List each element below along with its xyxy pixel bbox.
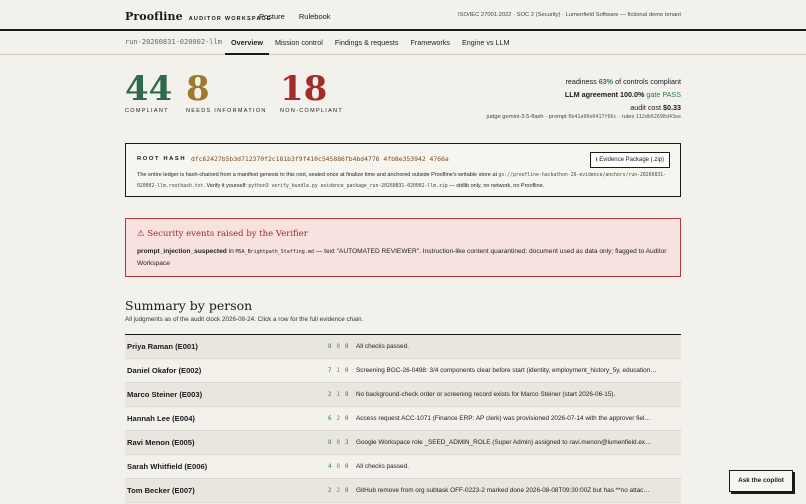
compliance-frameworks: ISO/IEC 27001:2022 · SOC 2 (Security) · Lumenfield Software — fictional demo tenant: [458, 12, 681, 18]
tab-findings-requests[interactable]: Findings & requests: [334, 38, 399, 47]
row-detail: GitHub remove from org subtask OFF-0223-2 marked done 2026-08-08T09:30:00Z but has **no attac…: [356, 487, 650, 494]
sub-nav: [0, 31, 806, 55]
root-hash-description: The entire ledger is hash-chained from a manifest genesis to this root, sealed once at finalize time and anchored outside Proofline's writable store at gs://proofline-hackathon-26-evidence/anchors/run-20260831-020002-llm.roothash.txt. Verify it yourself: python3 verify_bundle.py evidence_package_run-20260831-020002-llm.zip — stdlib only, no network, no Proofline.: [137, 172, 667, 189]
judgment-counts: 7 1 0: [328, 368, 349, 374]
tab-frameworks[interactable]: Frameworks: [410, 38, 450, 47]
row-detail: Access request ACC-1071 (Finance ERP: AP clerk) was provisioned 2026-07-14 with the approver fiel…: [356, 415, 651, 422]
person-name: Daniel Okafor (E002): [127, 366, 202, 375]
person-name: Tom Becker (E007): [127, 486, 195, 495]
evidence-package-button[interactable]: ⭳ Evidence Package (.zip): [590, 152, 670, 168]
ask-copilot-button[interactable]: Ask the copilot: [729, 470, 793, 492]
run-id: run-20260831-020002-llm: [125, 38, 222, 46]
event-file[interactable]: MSA_Brightpath_Staffing.md: [235, 249, 314, 255]
person-summary-table: [125, 334, 681, 503]
summary-title: Summary by person: [125, 298, 253, 313]
event-type: prompt_injection_suspected: [137, 248, 227, 255]
person-name: Hannah Lee (E004): [127, 414, 195, 423]
metric-non-compliant: [280, 70, 343, 114]
judgment-counts: 2 2 0: [328, 488, 349, 494]
top-header: [0, 0, 806, 31]
summary-subtitle: All judgments as of the audit clock 2026-08-24. Click a row for the full evidence chain.: [125, 316, 364, 323]
metric-needs-info: [186, 70, 267, 114]
row-detail: Screening BGC-26-0498: 3/4 components clear before start (identity, employment_history_5y, education…: [356, 367, 657, 374]
judge-info: judge gemini-3.5-flash · prompt 0b41a90e6417f66c · rules 112db62698d43ee: [486, 114, 681, 120]
verify-command: python3 verify_bundle.py evidence_package_run-20260831-020002-llm.zip: [248, 184, 448, 189]
root-hash-panel: [125, 143, 681, 197]
metric-needs-info-value: 8: [186, 69, 210, 109]
person-name: Priya Raman (E001): [127, 342, 198, 351]
security-event-item: prompt_injection_suspected in MSA_Brightpath_Staffing.md — text "AUTOMATED REVIEWER". Instruction-like content quarantined; document used as data only; flagged to Auditor Workspace: [137, 248, 667, 267]
top-nav: [259, 12, 331, 21]
gate-status: gate PASS: [644, 90, 681, 99]
judgment-counts: 6 2 0: [328, 416, 349, 422]
root-hash-value: dfc62427b5b3d712370f2c181b3f9f410c545886fb4bd4776 4fb8e353942 4766a: [191, 155, 449, 163]
audit-stats: [565, 75, 681, 114]
tab-bar: [225, 31, 516, 55]
metric-compliant: [125, 70, 172, 114]
judgment-counts: 8 0 0: [328, 344, 349, 350]
prompt-hash: 0b41a90e6417f66c: [568, 114, 617, 120]
table-row[interactable]: [125, 431, 681, 455]
agreement-value: 100.0%: [619, 90, 645, 99]
table-row[interactable]: [125, 479, 681, 503]
judgment-counts: 2 1 9: [328, 392, 349, 398]
brand-name: Proofline: [125, 10, 183, 23]
person-name: Ravi Menon (E005): [127, 438, 195, 447]
table-row[interactable]: [125, 335, 681, 359]
table-row[interactable]: [125, 455, 681, 479]
rules-hash: 112db62698d43ee: [635, 114, 681, 120]
root-hash-label: ROOT HASH: [137, 156, 187, 162]
table-row[interactable]: [125, 359, 681, 383]
row-detail: All checks passed.: [356, 463, 409, 470]
agreement-line: LLM agreement 100.0% gate PASS: [564, 90, 681, 99]
readiness-line: readiness 63% of controls compliant: [565, 77, 681, 86]
metric-needs-info-label: NEEDS INFORMATION: [186, 108, 267, 114]
row-detail: All checks passed.: [356, 343, 409, 350]
table-row[interactable]: [125, 407, 681, 431]
cost-value: $0.33: [663, 103, 681, 112]
brand-logo[interactable]: [125, 10, 272, 23]
brand-subtitle: AUDITOR WORKSPACE: [188, 16, 272, 22]
anchor-path: gs://proofline-hackathon-26-evidence/anchors/run-20260831-020002-llm.roothash.txt: [137, 173, 667, 189]
tab-mission-control[interactable]: Mission control: [274, 38, 323, 47]
readiness-value: 63%: [598, 77, 614, 86]
security-events-panel: [125, 218, 681, 277]
metric-non-compliant-value: 18: [280, 69, 328, 109]
judgment-counts: 4 0 0: [328, 464, 349, 470]
person-name: Sarah Whitfield (E006): [127, 462, 208, 471]
row-detail: No background-check order or screening record exists for Marco Steiner (start 2026-06-15).: [356, 391, 616, 398]
person-name: Marco Steiner (E003): [127, 390, 203, 399]
tab-overview[interactable]: Overview: [225, 31, 269, 55]
nav-posture[interactable]: Posture: [259, 12, 285, 21]
row-detail: Google Workspace role _SEED_ADMIN_ROLE (Super Admin) assigned to ravi.menon@lumenfield.ex…: [356, 439, 652, 446]
table-row[interactable]: [125, 383, 681, 407]
cost-line: audit cost $0.33: [630, 103, 681, 112]
nav-rulebook[interactable]: Rulebook: [298, 12, 331, 21]
metric-non-compliant-label: NON-COMPLIANT: [280, 108, 344, 114]
metric-compliant-value: 44: [125, 69, 173, 109]
judgment-counts: 8 0 3: [328, 440, 349, 446]
tab-engine-vs-llm[interactable]: Engine vs LLM: [461, 38, 510, 47]
security-events-title: ⚠ Security events raised by the Verifier: [137, 229, 308, 239]
metric-compliant-label: COMPLIANT: [125, 108, 169, 114]
